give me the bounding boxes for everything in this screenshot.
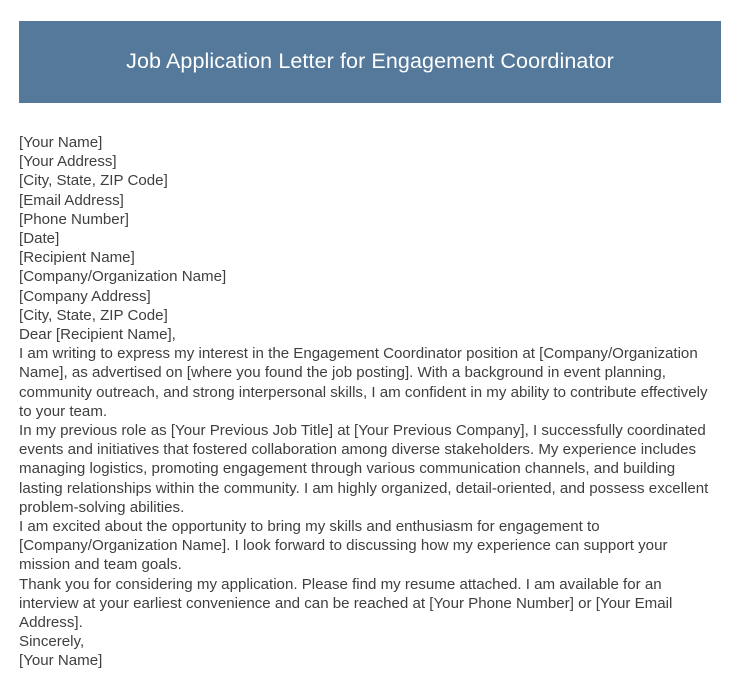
letter-header-banner (19, 21, 721, 103)
sender-city-state-zip-line: [City, State, ZIP Code] (19, 172, 168, 190)
body-paragraph-2: In my previous role as [Your Previous Job Title] at [Your Previous Company], I successfully coordinated events and initiatives that fostered collaboration among diverse stakeholders. My experience includes managing logistics, promoting engagement through various communication channels, and building lasting relationships within the community. I am highly organized, detail-oriented, and possess excellent problem-solving abilities. (19, 422, 709, 516)
recipient-address-line: [Company Address] (19, 287, 151, 305)
recipient-city-state-zip-line: [City, State, ZIP Code] (19, 306, 168, 324)
closing-line: Sincerely, (19, 633, 85, 651)
body-paragraph-4: Thank you for considering my application. Please find my resume attached. I am available for an interview at your earliest convenience and can be reached at [Your Phone Number] or [Your Email Address]. (19, 575, 673, 632)
body-paragraph-3: I am excited about the opportunity to bring my skills and enthusiasm for engagement to [Company/Organization Name]. I look forward to discussing how my experience can support your mission and team goals. (19, 518, 668, 574)
date-line: [Date] (19, 230, 60, 248)
recipient-name-line: [Recipient Name] (19, 249, 135, 267)
recipient-company-line: [Company/Organization Name] (19, 268, 227, 286)
sender-email-line: [Email Address] (19, 191, 124, 209)
salutation-line: Dear [Recipient Name], (19, 326, 176, 344)
sender-address-line: [Your Address] (19, 153, 117, 171)
letter-body (19, 133, 717, 671)
sender-phone-line: [Phone Number] (19, 210, 129, 228)
page-title: Job Application Letter for Engagement Coordinator (126, 49, 614, 74)
sender-name-line: [Your Name] (19, 134, 103, 151)
signature-name-line: [Your Name] (19, 652, 103, 670)
body-paragraph-1: I am writing to express my interest in the Engagement Coordinator position at [Company/Organization Name], as advertised on [where you found the job posting]. With a background in event planning, community outreach, and strong interpersonal skills, I am confident in my ability to contribute effectively to your team. (19, 345, 708, 420)
